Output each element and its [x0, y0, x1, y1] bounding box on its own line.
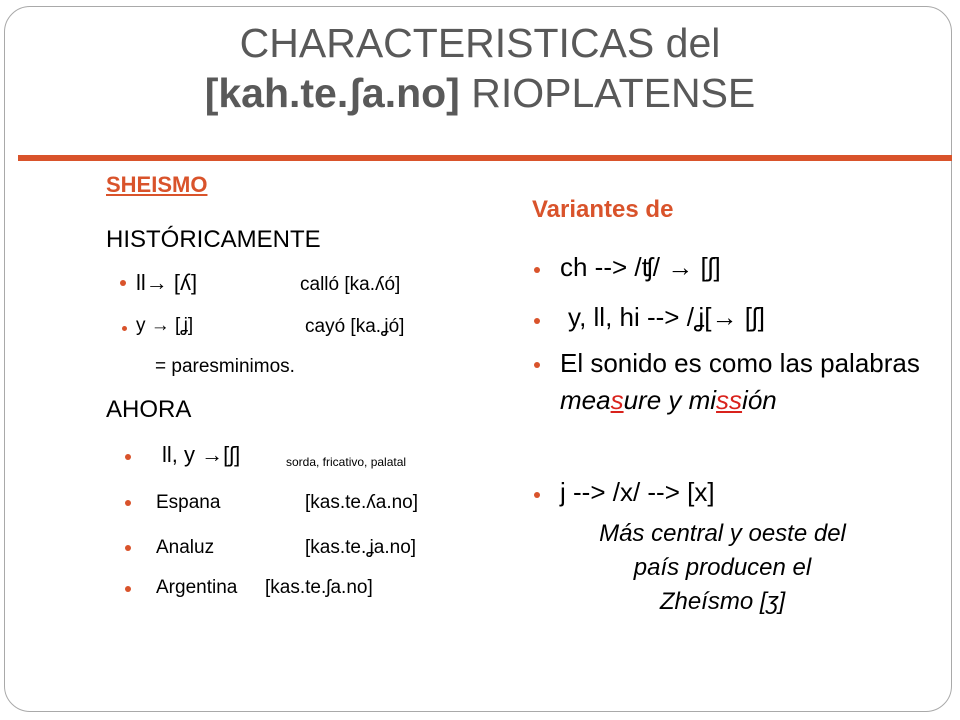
title-rest: RIOPLATENSE — [459, 70, 756, 116]
bullet-dot — [534, 492, 540, 498]
title-ipa: [kah.te.ʃa.no] — [204, 70, 460, 116]
highlighted-letters: ss — [716, 385, 743, 415]
ahora-item-2-ipa: [kas.te.ʎa.no] — [305, 492, 419, 513]
ahora-heading: AHORA — [106, 396, 192, 423]
bullet-dot — [125, 545, 131, 551]
word-part: ión — [742, 385, 777, 415]
ahora-item-2-label: Espana — [156, 492, 221, 513]
slide-title — [0, 18, 960, 118]
bullet-dot — [120, 280, 126, 286]
example-word-measure — [560, 385, 661, 415]
highlighted-letters: s — [610, 385, 624, 415]
hist-item-2-symbol: y → [ʝ] — [136, 315, 194, 336]
ahora-item-4-label: Argentina — [156, 577, 238, 598]
sound-comparison-paragraph — [560, 345, 920, 419]
note-line-1: Más central y oeste del — [599, 520, 846, 547]
bullet-dot — [122, 326, 127, 331]
bullet-dot — [125, 454, 131, 460]
bullet-dot — [534, 318, 540, 324]
variantes-heading: Variantes de — [532, 196, 674, 223]
word-part: ure — [623, 385, 662, 415]
ahora-item-3-label: Analuz — [156, 537, 215, 558]
note-line-3: Zheísmo [ʒ] — [659, 588, 786, 615]
zheismo-note — [545, 517, 900, 619]
word-part: mea — [560, 385, 611, 415]
note-line-2: país producen el — [633, 554, 812, 581]
variant-item-1: ch --> /ʧ/ → [ʃ] — [560, 252, 721, 282]
bullet-dot — [534, 362, 540, 368]
example-word-mission — [689, 385, 777, 415]
ahora-item-4-ipa: [kas.te.ʃa.no] — [265, 577, 373, 598]
title-line-1: CHARACTERISTICAS del — [239, 20, 721, 66]
title-line-2 — [0, 68, 960, 118]
hist-item-1-symbol: ll→ [ʎ] — [136, 270, 198, 295]
para-conjunction: y — [661, 385, 689, 415]
variant-item-2: y, ll, hi --> /ʝ[→ [ʃ] — [568, 302, 765, 332]
variant-item-3: j --> /x/ --> [x] — [560, 477, 715, 507]
bullet-dot — [534, 267, 540, 273]
historic-heading: HISTÓRICAMENTE — [106, 226, 321, 253]
bullet-dot — [125, 586, 131, 592]
ahora-item-1-label: ll, y →[ʃ] — [162, 442, 241, 467]
word-part: mi — [688, 385, 717, 415]
para-prefix: El sonido es como las palabras — [560, 348, 920, 378]
hist-item-1-example: calló [ka.ʎó] — [300, 274, 401, 295]
ahora-item-3-ipa: [kas.te.ʝa.no] — [305, 537, 417, 558]
ahora-item-1-note: sorda, fricativo, palatal — [286, 455, 407, 469]
minimal-pairs-note: = paresminimos. — [155, 356, 295, 377]
title-divider — [18, 155, 952, 161]
bullet-dot — [125, 500, 131, 506]
hist-item-2-example: cayó [ka.ʝó] — [305, 316, 405, 337]
sheismo-heading: SHEISMO — [106, 172, 208, 197]
